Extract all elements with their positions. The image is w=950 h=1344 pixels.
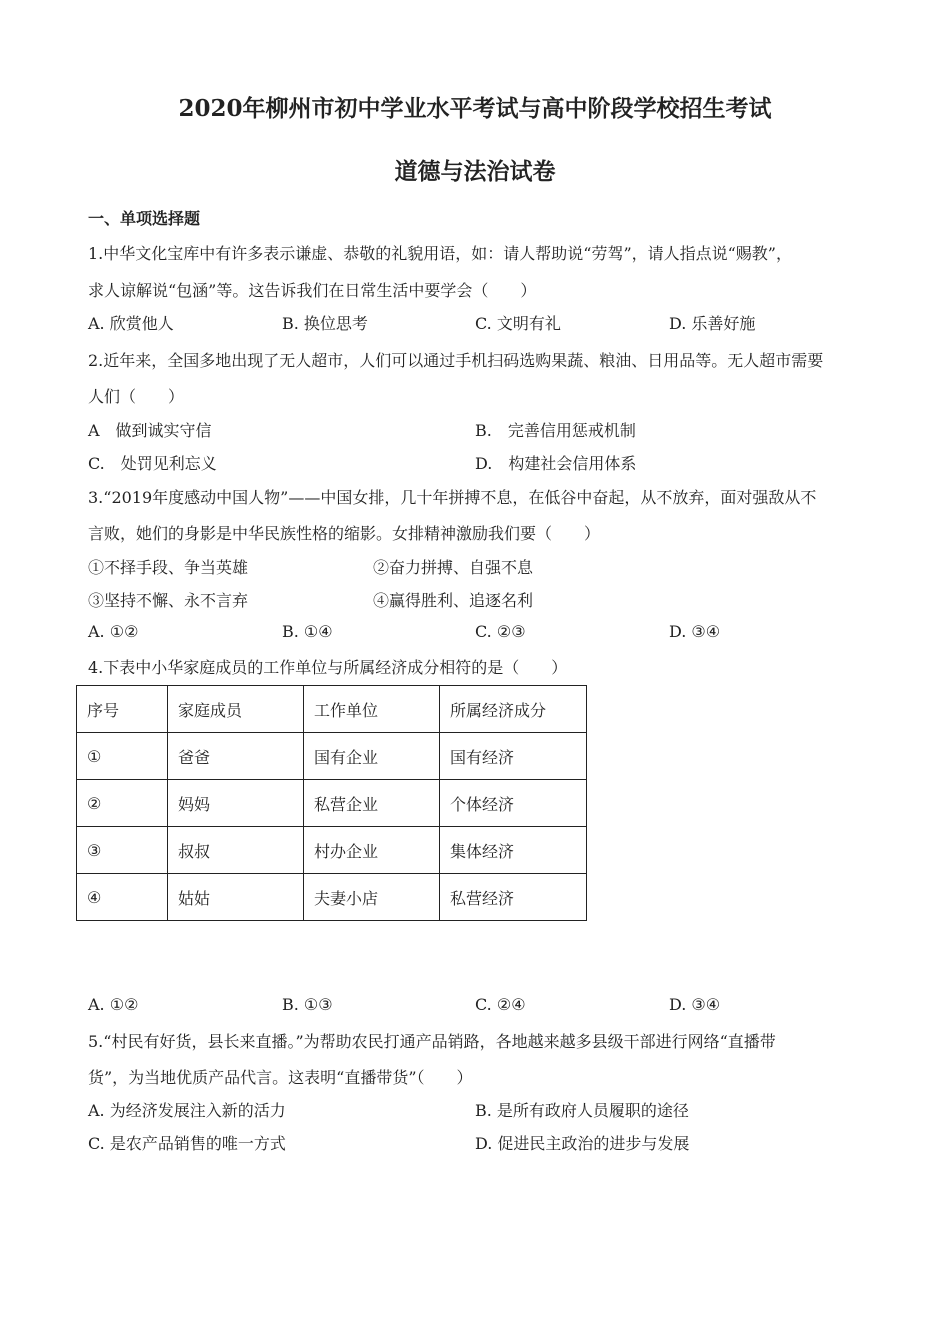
q1-option-c: C. 文明有礼 — [475, 314, 561, 333]
q5-option-c: C. 是农产品销售的唯一方式 — [88, 1134, 286, 1153]
question-2-line-1: 2.近年来，全国多地出现了无人超市，人们可以通过手机扫码选购果蔬、粮油、日用品等。无人超市需要 — [88, 351, 824, 370]
question-1-line-2: 求人谅解说“包涵”等。这告诉我们在日常生活中要学会（ ） — [88, 281, 537, 300]
table-cell: ③ — [77, 827, 168, 874]
table-cell: 妈妈 — [168, 780, 304, 827]
q5-option-d: D. 促进民主政治的进步与发展 — [475, 1134, 690, 1153]
q1-option-a: A. 欣赏他人 — [88, 314, 174, 333]
table-cell: ④ — [77, 874, 168, 921]
table-cell: 村办企业 — [304, 827, 440, 874]
q4-option-d: D. ③④ — [669, 995, 721, 1014]
q1-option-d: D. 乐善好施 — [669, 314, 756, 333]
table-cell: 姑姑 — [168, 874, 304, 921]
table-header-cell: 家庭成员 — [168, 686, 304, 733]
q5-option-a: A. 为经济发展注入新的活力 — [88, 1101, 286, 1120]
q3-statement-3: ③坚持不懈、永不言弃 — [88, 591, 249, 610]
table-cell: 夫妻小店 — [304, 874, 440, 921]
question-3-line-1: 3.“2019年度感动中国人物”——中国女排，几十年拼搏不息，在低谷中奋起，从不放弃，面对强敌从不 — [88, 488, 817, 507]
question-1-line-1: 1.中华文化宝库中有许多表示谦虚、恭敬的礼貌用语，如：请人帮助说“劳驾”，请人指点说“赐教”， — [88, 244, 792, 263]
table-row — [77, 780, 587, 827]
q3-option-d: D. ③④ — [669, 622, 721, 641]
question-5-line-1: 5.“村民有好货，县长来直播。”为帮助农民打通产品销路，各地越来越多县级干部进行网络“直播带 — [88, 1032, 776, 1051]
question-5-line-2: 货”，为当地优质产品代言。这表明“直播带货”（ ） — [88, 1068, 473, 1087]
table-cell: 叔叔 — [168, 827, 304, 874]
q4-option-b: B. ①③ — [282, 995, 333, 1014]
q2-option-c: C. 处罚见利忘义 — [88, 454, 217, 473]
table-cell: 集体经济 — [440, 827, 587, 874]
exam-title: 2020年柳州市初中学业水平考试与高中阶段学校招生考试 — [178, 95, 772, 122]
q1-option-b: B. 换位思考 — [282, 314, 368, 333]
q3-statement-4: ④赢得胜利、追逐名利 — [373, 591, 534, 610]
family-economy-table — [76, 685, 587, 921]
exam-subtitle: 道德与法治试卷 — [394, 158, 556, 185]
table-header-row — [77, 686, 587, 733]
q3-statement-2: ②奋力拼搏、自强不息 — [373, 558, 534, 577]
q2-option-a: A 做到诚实守信 — [88, 421, 212, 440]
table-cell: 爸爸 — [168, 733, 304, 780]
table-cell: ① — [77, 733, 168, 780]
table-row — [77, 874, 587, 921]
table-row — [77, 827, 587, 874]
q5-option-b: B. 是所有政府人员履职的途径 — [475, 1101, 689, 1120]
q3-statement-1: ①不择手段、争当英雄 — [88, 558, 249, 577]
table-header-cell: 所属经济成分 — [440, 686, 587, 733]
table-cell: 个体经济 — [440, 780, 587, 827]
table-header-cell: 工作单位 — [304, 686, 440, 733]
question-4-line-1: 4.下表中小华家庭成员的工作单位与所属经济成分相符的是（ ） — [88, 658, 568, 677]
table-cell: 私营企业 — [304, 780, 440, 827]
q3-option-a: A. ①② — [88, 622, 139, 641]
q3-option-b: B. ①④ — [282, 622, 333, 641]
table-cell: 国有经济 — [440, 733, 587, 780]
q3-option-c: C. ②③ — [475, 622, 526, 641]
table-cell: ② — [77, 780, 168, 827]
table-cell: 私营经济 — [440, 874, 587, 921]
section-heading: 一、单项选择题 — [88, 209, 201, 228]
q2-option-b: B. 完善信用惩戒机制 — [475, 421, 636, 440]
table-cell: 国有企业 — [304, 733, 440, 780]
q4-option-c: C. ②④ — [475, 995, 526, 1014]
q2-option-d: D. 构建社会信用体系 — [475, 454, 637, 473]
question-2-line-2: 人们（ ） — [88, 387, 185, 406]
q4-option-a: A. ①② — [88, 995, 139, 1014]
table-row — [77, 733, 587, 780]
table-header-cell: 序号 — [77, 686, 168, 733]
question-3-line-2: 言败，她们的身影是中华民族性格的缩影。女排精神激励我们要（ ） — [88, 524, 601, 543]
